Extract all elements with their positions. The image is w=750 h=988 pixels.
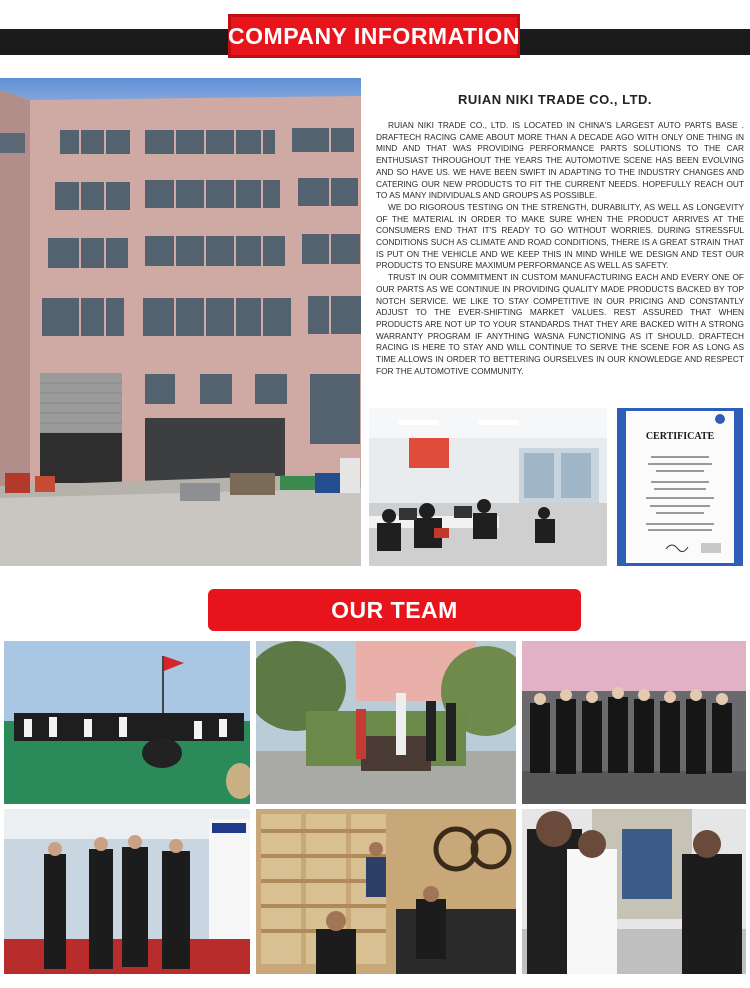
team-photo-park <box>256 641 516 804</box>
certificate-title: CERTIFICATE <box>645 431 715 442</box>
certificate-image <box>617 408 743 566</box>
section-title-our-team: OUR TEAM <box>208 589 581 631</box>
team-photo-boat <box>4 641 250 804</box>
company-name: RUIAN NIKI TRADE CO., LTD. <box>457 92 653 107</box>
company-description <box>376 120 744 377</box>
description-paragraph: RUIAN NIKI TRADE CO., LTD. IS LOCATED IN CHINA'S LARGEST AUTO PARTS BASE . DRAFTECH RACING CAME ABOUT MORE THAN A DECADE AGO WITH ONLY ONE THING IN MIND AND THAT WAS PROVIDING PERFORMANCE PARTS SOLUTIONS TO THE CAR ENTHUSIAST THROUGHOUT THE YEARS THE AUTOMOTIVE SCENE HAS BEEN EVOLVING AND SO HAVE US. WE HAVE BEEN SWIFT IN ADAPTING TO THE INDUSTRY CHANGES AND CATERING OUR NEW PRODUCTS TO FIT THE CURRENT NEEDS. HOPEFULLY REACH OUT TO AS MANY INDIVIDUALS AND GROUPS AS POSSIBLE. <box>376 120 744 201</box>
team-photo-booth <box>522 809 746 974</box>
team-photo-indoor <box>522 641 746 804</box>
section-title-company-information: COMPANY INFORMATION <box>228 14 520 58</box>
office-photo <box>369 408 607 566</box>
building-photo <box>0 78 361 566</box>
team-photo-trade-show <box>4 809 250 974</box>
certificate-paper <box>626 411 734 563</box>
description-paragraph: TRUST IN OUR COMMITMENT IN CUSTOM MANUFACTURING EACH AND EVERY ONE OF OUR PARTS AS WE CONTINUE IN PROVIDING QUALITY MADE PRODUCTS BACKED BY TOP NOTCH SERVICE. WE LIKE TO STAY COMPETITIVE IN OUR PRICING AND CONSTANTLY ADJUST TO THE EVER-SHIFTING MARKET VALUES. REST ASSURED THAT WHEN PRODUCTS ARE NOT UP TO YOUR STANDARDS THAT THEY ARE BACKED WITH A STRONG WARRANTY PROGRAM IF ANYTHING WASNA FUNCTIONING AS IT SHOULD. DRAFTECH RACING IS HERE TO STAY AND WILL CONTINUE TO SERVE THE SCENE FOR AS LONG AS TIME ALLOWS IN ORDER TO BETTERING OURSELVES IN OUR KNOWLEDGE AND RESPECT FOR THE AUTOMOTIVE COMMUNITY. <box>376 272 744 376</box>
team-photo-warehouse <box>256 809 516 974</box>
description-paragraph: WE DO RIGOROUS TESTING ON THE STRENGTH, DURABILITY, AS WELL AS LONGEVITY OF THE MATERIAL IN ORDER TO MAKE SURE WHEN THE PRODUCT ARRIVES AT THE CONSUMERS END THAT IT'S READY TO GO WITHOUT WORRIES. DURING STRESSFUL CONDITIONS SUCH AS CLIMATE AND ROAD CONDITIONS, THERE IS A GREAT STRAIN THAT IS PUT ON THE VEHICLE AND WE KEEP THIS IN MIND WHILE WE DESIGN AND TEST OUR PRODUCTS TO ENSURE MAXIMUM PERFORMANCE AS WELL AS SAFETY. <box>376 201 744 271</box>
